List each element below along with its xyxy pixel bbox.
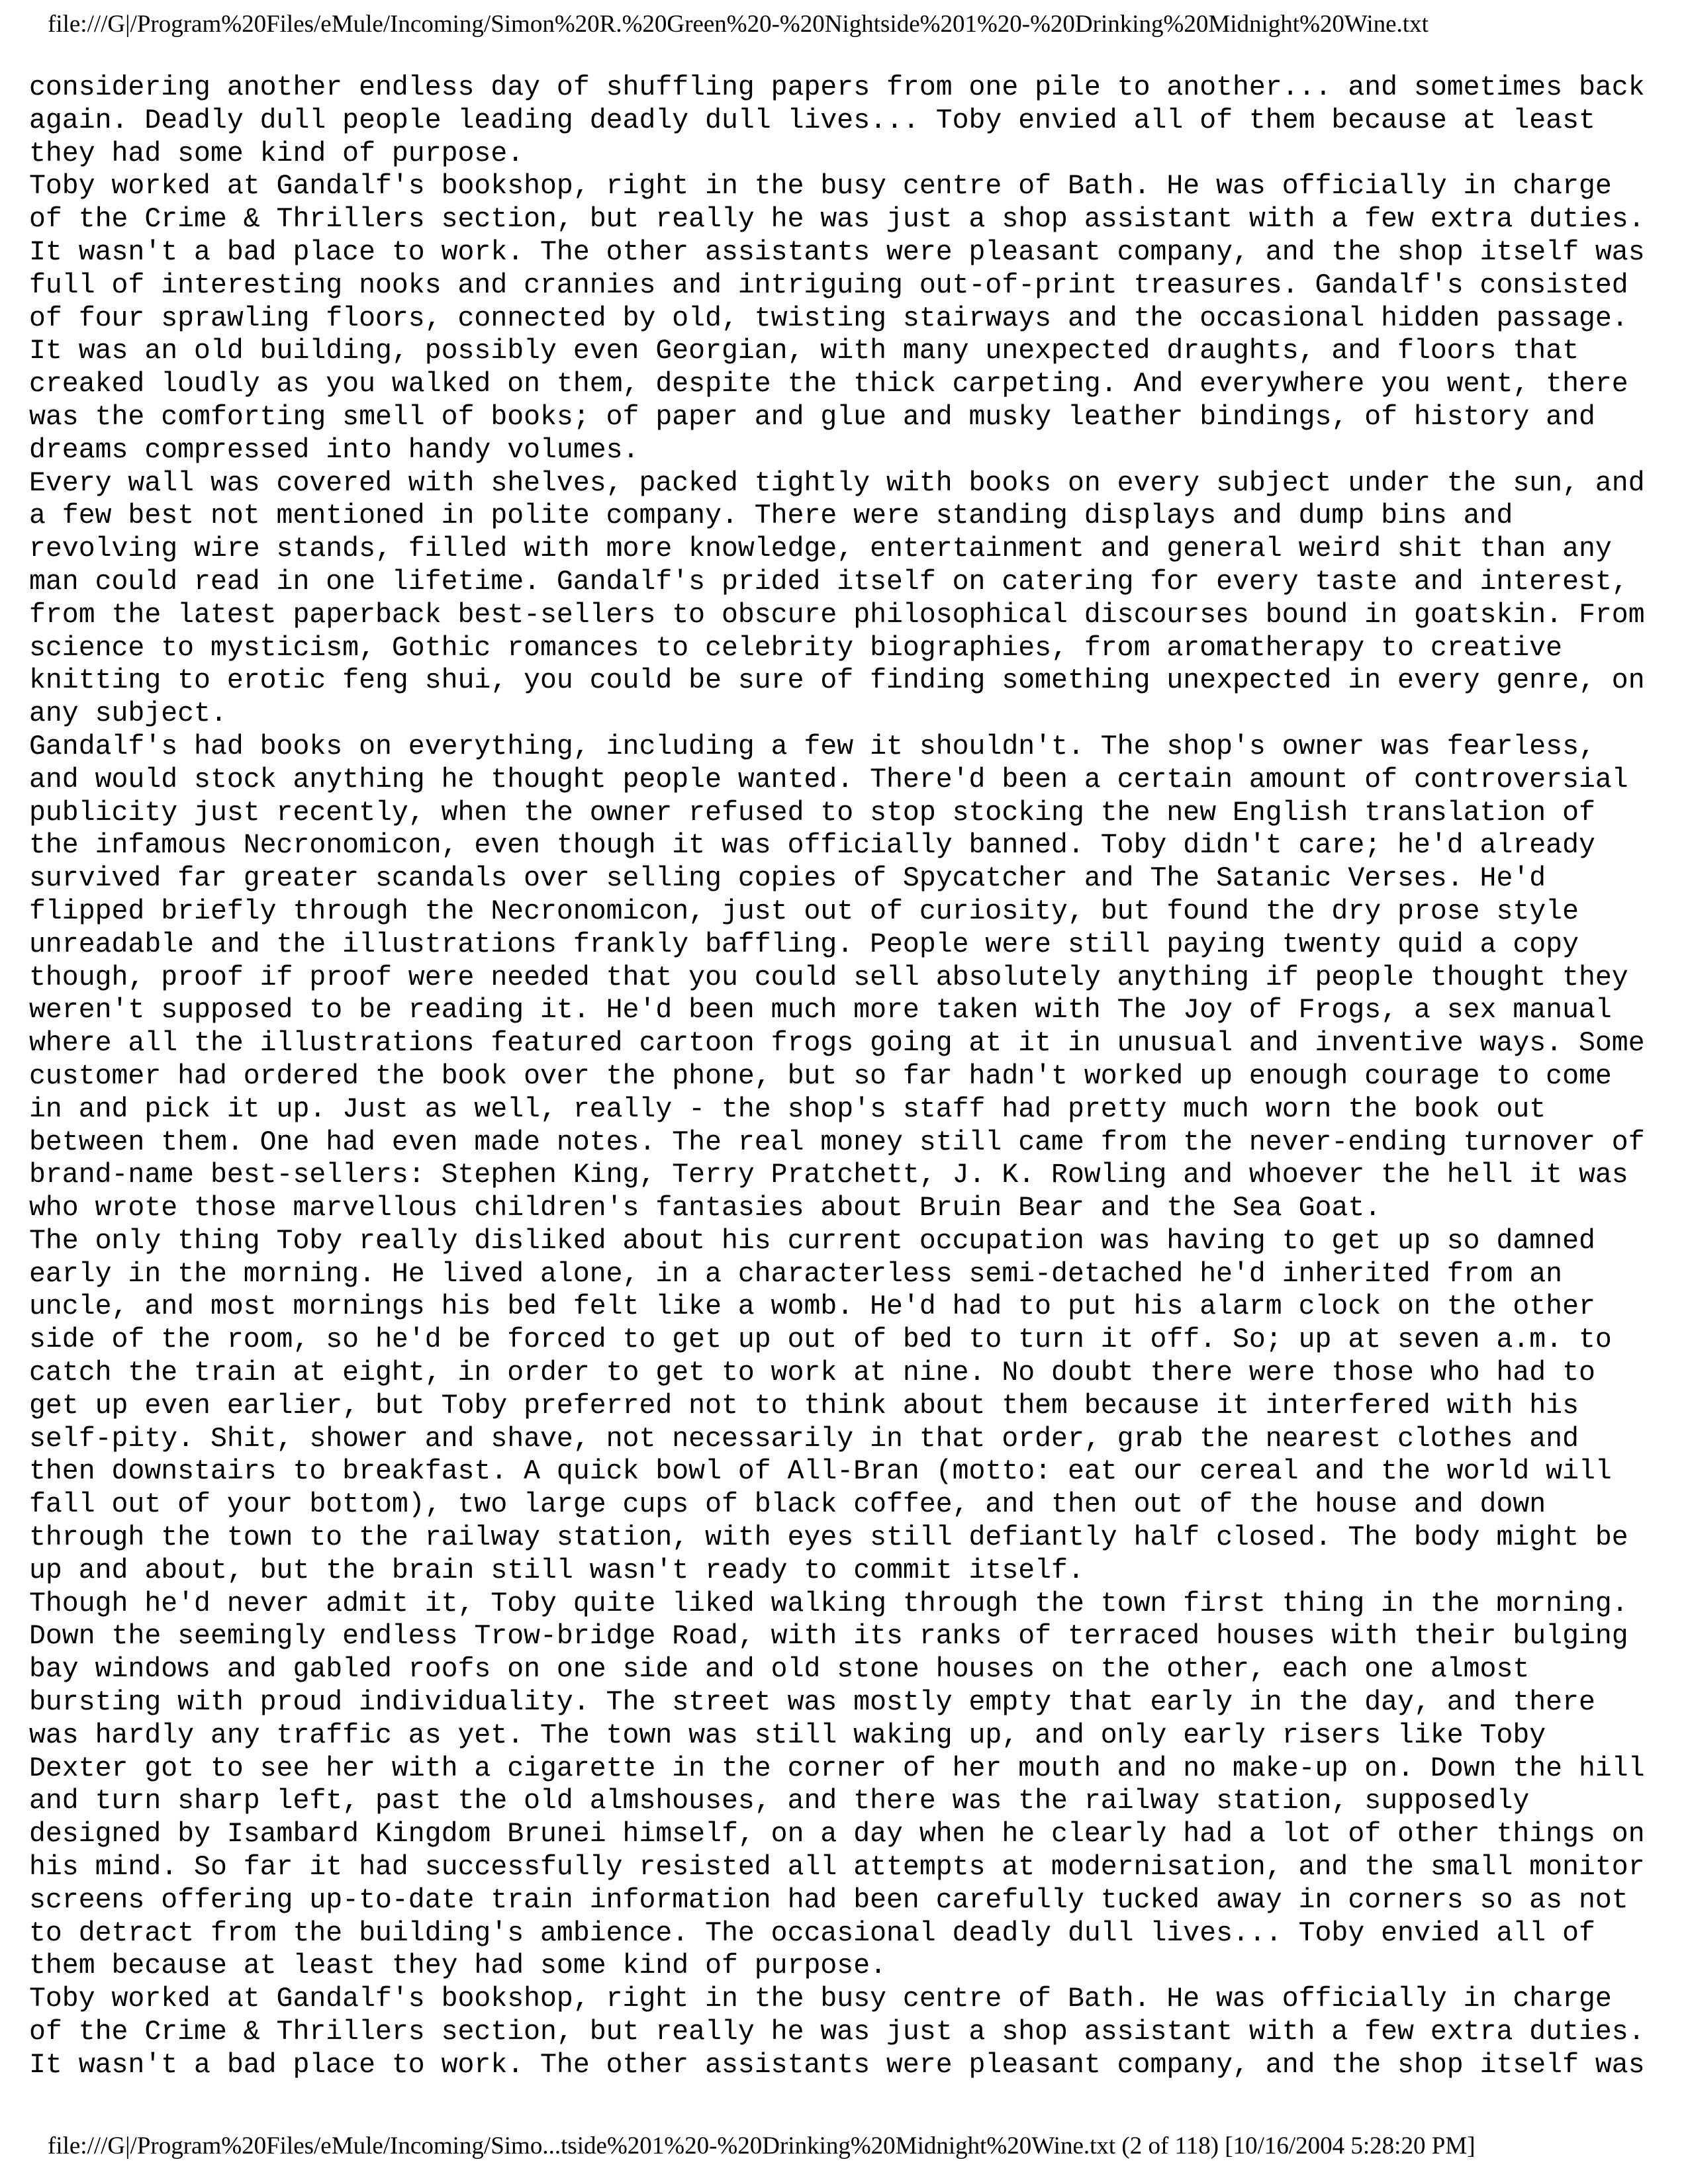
text-line: catch the train at eight, in order to get to work at nine. No doubt there were those who had to xyxy=(29,1357,1595,1389)
text-line: from the latest paperback best-sellers to obscure philosophical discourses bound in goatskin. From xyxy=(29,599,1645,631)
text-line: revolving wire stands, filled with more knowledge, entertainment and general weird shit than any xyxy=(29,533,1612,565)
text-line: It wasn't a bad place to work. The other assistants were pleasant company, and the shop itself was xyxy=(29,2049,1645,2081)
text-line: brand-name best-sellers: Stephen King, Terry Pratchett, J. K. Rowling and whoever the hell it was xyxy=(29,1160,1628,1191)
text-line: a few best not mentioned in polite company. There were standing displays and dump bins and xyxy=(29,500,1513,532)
text-line: uncle, and most mornings his bed felt like a womb. He'd had to put his alarm clock on the other xyxy=(29,1291,1595,1323)
text-line: to detract from the building's ambience. The occasional deadly dull lives... Toby envied all of xyxy=(29,1917,1595,1949)
text-line: survived far greater scandals over selling copies of Spycatcher and The Satanic Verses. He'd xyxy=(29,863,1546,895)
text-line: knitting to erotic feng shui, you could be sure of finding something unexpected in every genre, on xyxy=(29,665,1645,697)
text-line: screens offering up-to-date train information had been carefully tucked away in corners so as not xyxy=(29,1884,1628,1916)
text-line: designed by Isambard Kingdom Brunei himself, on a day when he clearly had a lot of other things on xyxy=(29,1819,1645,1850)
text-line: and turn sharp left, past the old almshouses, and there was the railway station, supposedly xyxy=(29,1786,1530,1817)
text-line: creaked loudly as you walked on them, despite the thick carpeting. And everywhere you went, there xyxy=(29,369,1628,400)
text-line: customer had ordered the book over the phone, but so far hadn't worked up enough courage to come xyxy=(29,1060,1612,1092)
document-text xyxy=(29,71,1671,2082)
text-line: Every wall was covered with shelves, packed tightly with books on every subject under the sun, and xyxy=(29,467,1645,499)
text-line: again. Deadly dull people leading deadly dull lives... Toby envied all of them because at least xyxy=(29,105,1595,136)
text-line: considering another endless day of shuffling papers from one pile to another... and sometimes back xyxy=(29,72,1645,103)
text-line: the infamous Necronomicon, even though it was officially banned. Toby didn't care; he'd already xyxy=(29,830,1595,862)
text-line: early in the morning. He lived alone, in a characterless semi-detached he'd inherited from an xyxy=(29,1258,1563,1290)
text-line: Dexter got to see her with a cigarette in the corner of her mouth and no make-up on. Down the hill xyxy=(29,1752,1645,1784)
text-line: his mind. So far it had successfully resisted all attempts at modernisation, and the small monitor xyxy=(29,1852,1645,1884)
text-line: through the town to the railway station, with eyes still defiantly half closed. The body might be xyxy=(29,1522,1628,1554)
text-line: between them. One had even made notes. The real money still came from the never-ending turnover of xyxy=(29,1126,1645,1158)
text-line: Toby worked at Gandalf's bookshop, right in the busy centre of Bath. He was officially in charge xyxy=(29,1983,1612,2015)
text-line: side of the room, so he'd be forced to get up out of bed to turn it off. So; up at seven a.m. to xyxy=(29,1324,1612,1356)
text-line: Gandalf's had books on everything, including a few it shouldn't. The shop's owner was fearless, xyxy=(29,731,1595,762)
text-line: Down the seemingly endless Trow-bridge Road, with its ranks of terraced houses with their bulging xyxy=(29,1621,1628,1653)
text-line: full of interesting nooks and crannies and intriguing out-of-print treasures. Gandalf's consisted xyxy=(29,269,1628,301)
text-line: unreadable and the illustrations frankly baffling. People were still paying twenty quid a copy xyxy=(29,929,1579,960)
text-line: The only thing Toby really disliked about his current occupation was having to get up so damned xyxy=(29,1225,1595,1257)
text-line: where all the illustrations featured cartoon frogs going at it in unusual and inventive ways. Some xyxy=(29,1028,1645,1060)
text-line: publicity just recently, when the owner refused to stop stocking the new English translation of xyxy=(29,797,1595,829)
text-line: up and about, but the brain still wasn't ready to commit itself. xyxy=(29,1555,1084,1586)
text-line: them because at least they had some kind of purpose. xyxy=(29,1950,887,1982)
text-line: was the comforting smell of books; of paper and glue and musky leather bindings, of history and xyxy=(29,401,1595,433)
text-line: of the Crime & Thrillers section, but really he was just a shop assistant with a few extra duties. xyxy=(29,2017,1645,2048)
text-line: of four sprawling floors, connected by old, twisting stairways and the occasional hidden passage. xyxy=(29,302,1628,334)
text-line: then downstairs to breakfast. A quick bowl of All-Bran (motto: eat our cereal and the world will xyxy=(29,1456,1612,1488)
text-line: self-pity. Shit, shower and shave, not necessarily in that order, grab the nearest clothes and xyxy=(29,1423,1579,1455)
text-line: and would stock anything he thought people wanted. There'd been a certain amount of controversial xyxy=(29,764,1628,796)
text-line: bursting with proud individuality. The street was mostly empty that early in the day, and there xyxy=(29,1687,1595,1719)
text-line: who wrote those marvellous children's fantasies about Bruin Bear and the Sea Goat. xyxy=(29,1193,1382,1224)
text-line: flipped briefly through the Necronomicon, just out of curiosity, but found the dry prose style xyxy=(29,895,1579,927)
page-footer-url: file:///G|/Program%20Files/eMule/Incoming/Simo...tside%201%20-%20Drinking%20Midnight%20Wine.txt (2 of 118) [10/16/2004 5:28:20 PM] xyxy=(48,2132,1476,2160)
text-line: fall out of your bottom), two large cups of black coffee, and then out of the house and down xyxy=(29,1489,1546,1521)
text-line: any subject. xyxy=(29,698,227,730)
text-line: of the Crime & Thrillers section, but really he was just a shop assistant with a few extra duties. xyxy=(29,204,1645,236)
text-line: they had some kind of purpose. xyxy=(29,138,524,169)
text-line: dreams compressed into handy volumes. xyxy=(29,434,639,466)
text-line: science to mysticism, Gothic romances to celebrity biographies, from aromatherapy to creative xyxy=(29,632,1563,664)
text-line: bay windows and gabled roofs on one side and old stone houses on the other, each one almost xyxy=(29,1654,1530,1686)
text-line: Though he'd never admit it, Toby quite liked walking through the town first thing in the morning. xyxy=(29,1588,1628,1619)
text-line: weren't supposed to be reading it. He'd been much more taken with The Joy of Frogs, a sex manual xyxy=(29,995,1612,1026)
text-line: It wasn't a bad place to work. The other assistants were pleasant company, and the shop itself was xyxy=(29,236,1645,268)
text-line: was hardly any traffic as yet. The town was still waking up, and only early risers like Toby xyxy=(29,1719,1546,1751)
text-line: though, proof if proof were needed that you could sell absolutely anything if people thought they xyxy=(29,962,1628,993)
text-line: man could read in one lifetime. Gandalf's prided itself on catering for every taste and interest, xyxy=(29,566,1628,598)
text-line: get up even earlier, but Toby preferred not to think about them because it interfered with his xyxy=(29,1390,1579,1422)
text-line: It was an old building, possibly even Georgian, with many unexpected draughts, and floors that xyxy=(29,336,1579,367)
page-header-url: file:///G|/Program%20Files/eMule/Incoming/Simon%20R.%20Green%20-%20Nightside%201%20-%20Drinking%20Midnight%20Wine.txt xyxy=(48,11,1429,38)
text-line: in and pick it up. Just as well, really - the shop's staff had pretty much worn the book out xyxy=(29,1093,1546,1125)
text-line: Toby worked at Gandalf's bookshop, right in the busy centre of Bath. He was officially in charge xyxy=(29,171,1612,203)
